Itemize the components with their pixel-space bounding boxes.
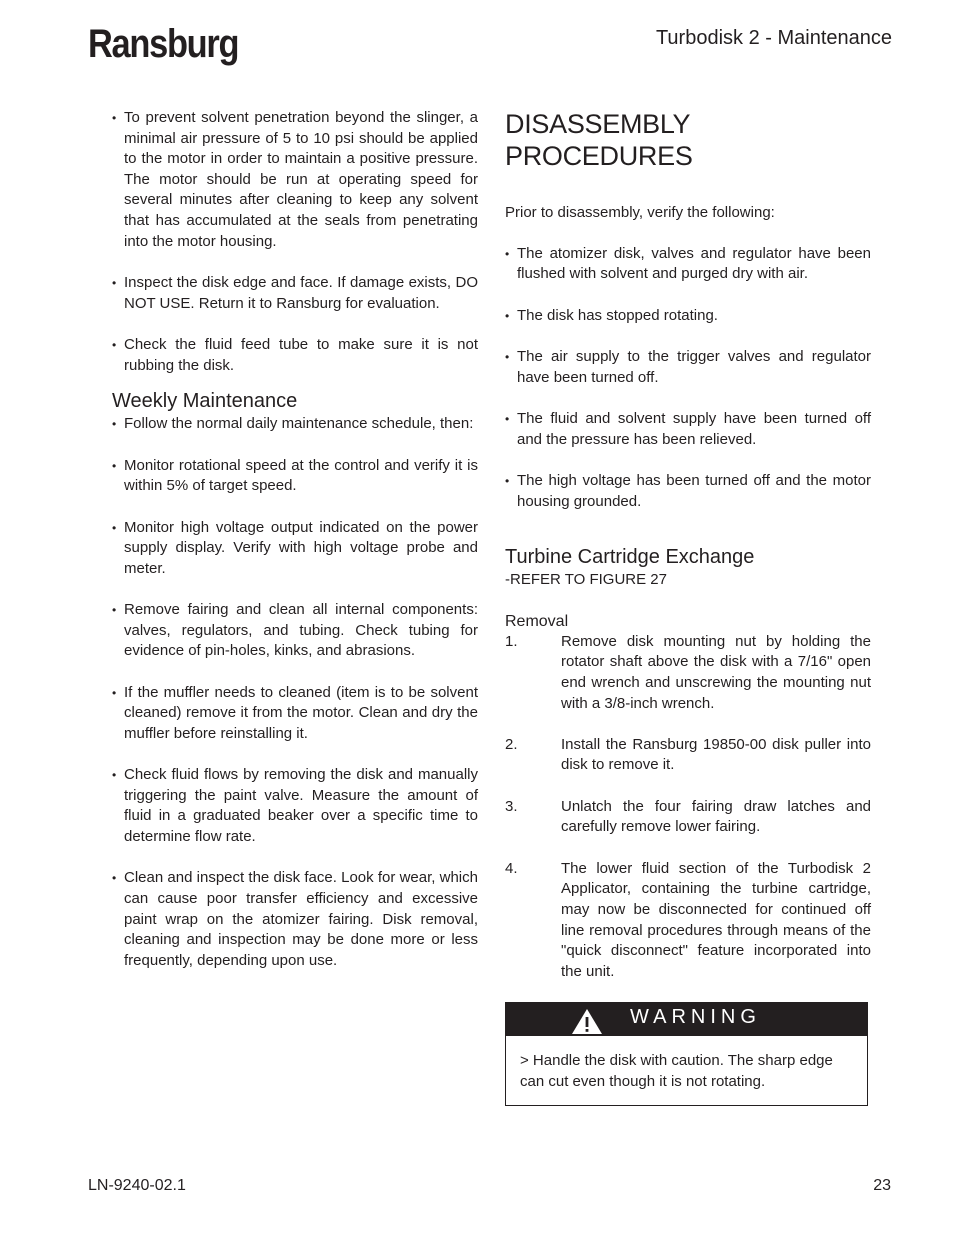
ransburg-logo: Ransburg [88, 22, 239, 66]
weekly-maintenance-list [112, 414, 478, 971]
step-text: Install the Ransburg 19850-00 disk puller into disk to remove it. [561, 735, 871, 774]
daily-maintenance-list [112, 108, 478, 376]
warning-text: > Handle the disk with caution. The sharp edge can cut even though it is not rotating. [520, 1052, 833, 1090]
list-item: • If the muffler needs to cleaned (item is to be solvent cleaned) remove it from the motor. Clean and dry the muffler before reinstalling it. [112, 683, 478, 745]
removal-steps [505, 632, 871, 983]
list-item [505, 859, 871, 983]
list-item: • Follow the normal daily maintenance schedule, then: [112, 414, 478, 435]
step-number: 1. [505, 632, 518, 650]
list-item: • The fluid and solvent supply have been turned off and the pressure has been relieved. [505, 409, 871, 450]
step-number: 4. [505, 859, 518, 877]
step-number: 2. [505, 735, 518, 753]
list-item: • Monitor high voltage output indicated on the power supply display. Verify with high voltage probe and meter. [112, 518, 478, 580]
warning-box [505, 1002, 868, 1106]
step-text: Unlatch the four fairing draw latches and carefully remove lower fairing. [561, 797, 871, 836]
step-text: Remove disk mounting nut by holding the rotator shaft above the disk with a 7/16" open end wrench and unscrewing the mounting nut with a 3/8-inch wrench. [561, 632, 871, 712]
list-item: • The disk has stopped rotating. [505, 306, 871, 327]
page-number: 23 [873, 1177, 891, 1194]
document-number: LN-9240-02.1 [88, 1177, 186, 1194]
list-item: • Check the fluid feed tube to make sure it is not rubbing the disk. [112, 335, 478, 376]
list-item [505, 632, 871, 714]
verify-list [505, 244, 871, 513]
step-number: 3. [505, 797, 518, 815]
list-item: • Remove fairing and clean all internal components: valves, regulators, and tubing. Check tubing for evidence of pin-holes, kinks, and abrasions. [112, 600, 478, 662]
section-title: DISASSEMBLY PROCEDURES [505, 109, 693, 171]
list-item: • To prevent solvent penetration beyond the slinger, a minimal air pressure of 5 to 10 psi should be applied to the motor in order to maintain a positive pressure. The motor should be run at operating speed for several minutes after cleaning to keep any solvent that has accumulated at the seals from penetrating into the motor housing. [112, 108, 478, 252]
list-item: • The air supply to the trigger valves and regulator have been turned off. [505, 347, 871, 388]
left-column [112, 108, 478, 992]
list-item: • The high voltage has been turned off and the motor housing grounded. [505, 471, 871, 512]
list-item [505, 797, 871, 838]
list-item: • The atomizer disk, valves and regulator have been flushed with solvent and purged dry with air. [505, 244, 871, 285]
figure-reference: -REFER TO FIGURE 27 [505, 571, 667, 589]
removal-heading: Removal [505, 612, 569, 630]
list-item [505, 735, 871, 776]
warning-triangle-icon [570, 1007, 604, 1035]
list-item: • Inspect the disk edge and face. If damage exists, DO NOT USE. Return it to Ransburg for evaluation. [112, 273, 478, 314]
step-text: The lower fluid section of the Turbodisk 2 Applicator, containing the turbine cartridge, may now be disconnected for continued off line removal procedures through means of the "quick disconnect" feature incorporated into the unit. [561, 859, 871, 980]
warning-header [506, 1003, 867, 1036]
intro-text: Prior to disassembly, verify the following: [505, 204, 775, 221]
page-header-title: Turbodisk 2 - Maintenance [655, 27, 892, 49]
list-item: • Monitor rotational speed at the control and verify it is within 5% of target speed. [112, 456, 478, 497]
list-item: • Check fluid flows by removing the disk and manually triggering the paint valve. Measure the amount of fluid in a graduated beaker over a specific time to determine flow rate. [112, 765, 478, 847]
cartridge-exchange-heading: Turbine Cartridge Exchange [505, 546, 755, 569]
right-column [505, 108, 871, 1003]
warning-label: WARNING [630, 1006, 761, 1028]
weekly-maintenance-heading: Weekly Maintenance [112, 390, 298, 413]
list-item: • Clean and inspect the disk face. Look for wear, which can cause poor transfer efficiency and excessive paint wrap on the atomizer fairing. Disk removal, cleaning and inspection may be done more or less frequently, depending upon use. [112, 868, 478, 971]
